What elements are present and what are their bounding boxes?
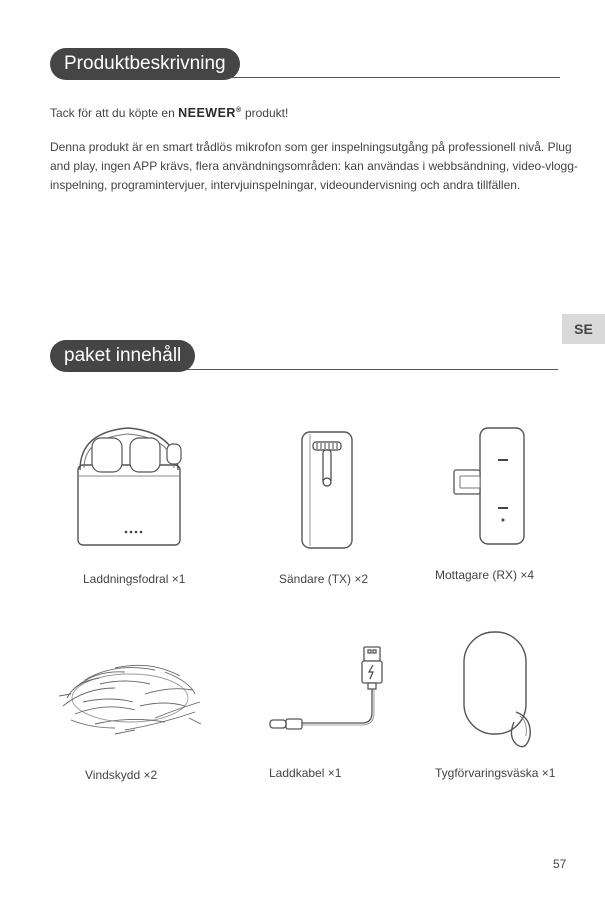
intro-suffix: produkt! [241,106,289,121]
section-title: paket innehåll [50,340,195,372]
transmitter-icon [296,428,360,552]
item-caption: Laddningsfodral ×1 [83,572,186,586]
product-description: Denna produkt är en smart trådlös mikrofon som ger inspelningsutgång på professionell nivå. Plug and play, ingen APP krävs, flera användningsområden: kan användas i webbsändning, video-vlogg-inspelning, programintervjuer, intervjuinspelningar, videoundervisning och andra tillfällen. [50,140,578,192]
language-tab: SE [562,314,605,344]
item-caption: Sändare (TX) ×2 [279,572,369,586]
intro-line [50,102,570,122]
receiver-icon [450,424,530,548]
item-caption: Mottagare (RX) ×4 [435,568,535,582]
section-rule [230,77,560,78]
windscreen-icon [55,658,205,738]
item-caption: Laddkabel ×1 [269,766,342,780]
section-rule [186,369,558,370]
item-caption: Tygförvaringsväska ×1 [435,766,556,780]
intro-prefix: Tack för att du köpte en [50,106,179,121]
item-caption: Vindskydd ×2 [85,768,158,782]
charging-cable-icon [262,643,392,743]
section-title: Produktbeskrivning [50,48,240,80]
charging-case-icon [70,420,190,550]
storage-bag-icon [458,628,538,760]
brand-name: NEEWER® [178,106,242,121]
page-number: 57 [553,857,567,871]
